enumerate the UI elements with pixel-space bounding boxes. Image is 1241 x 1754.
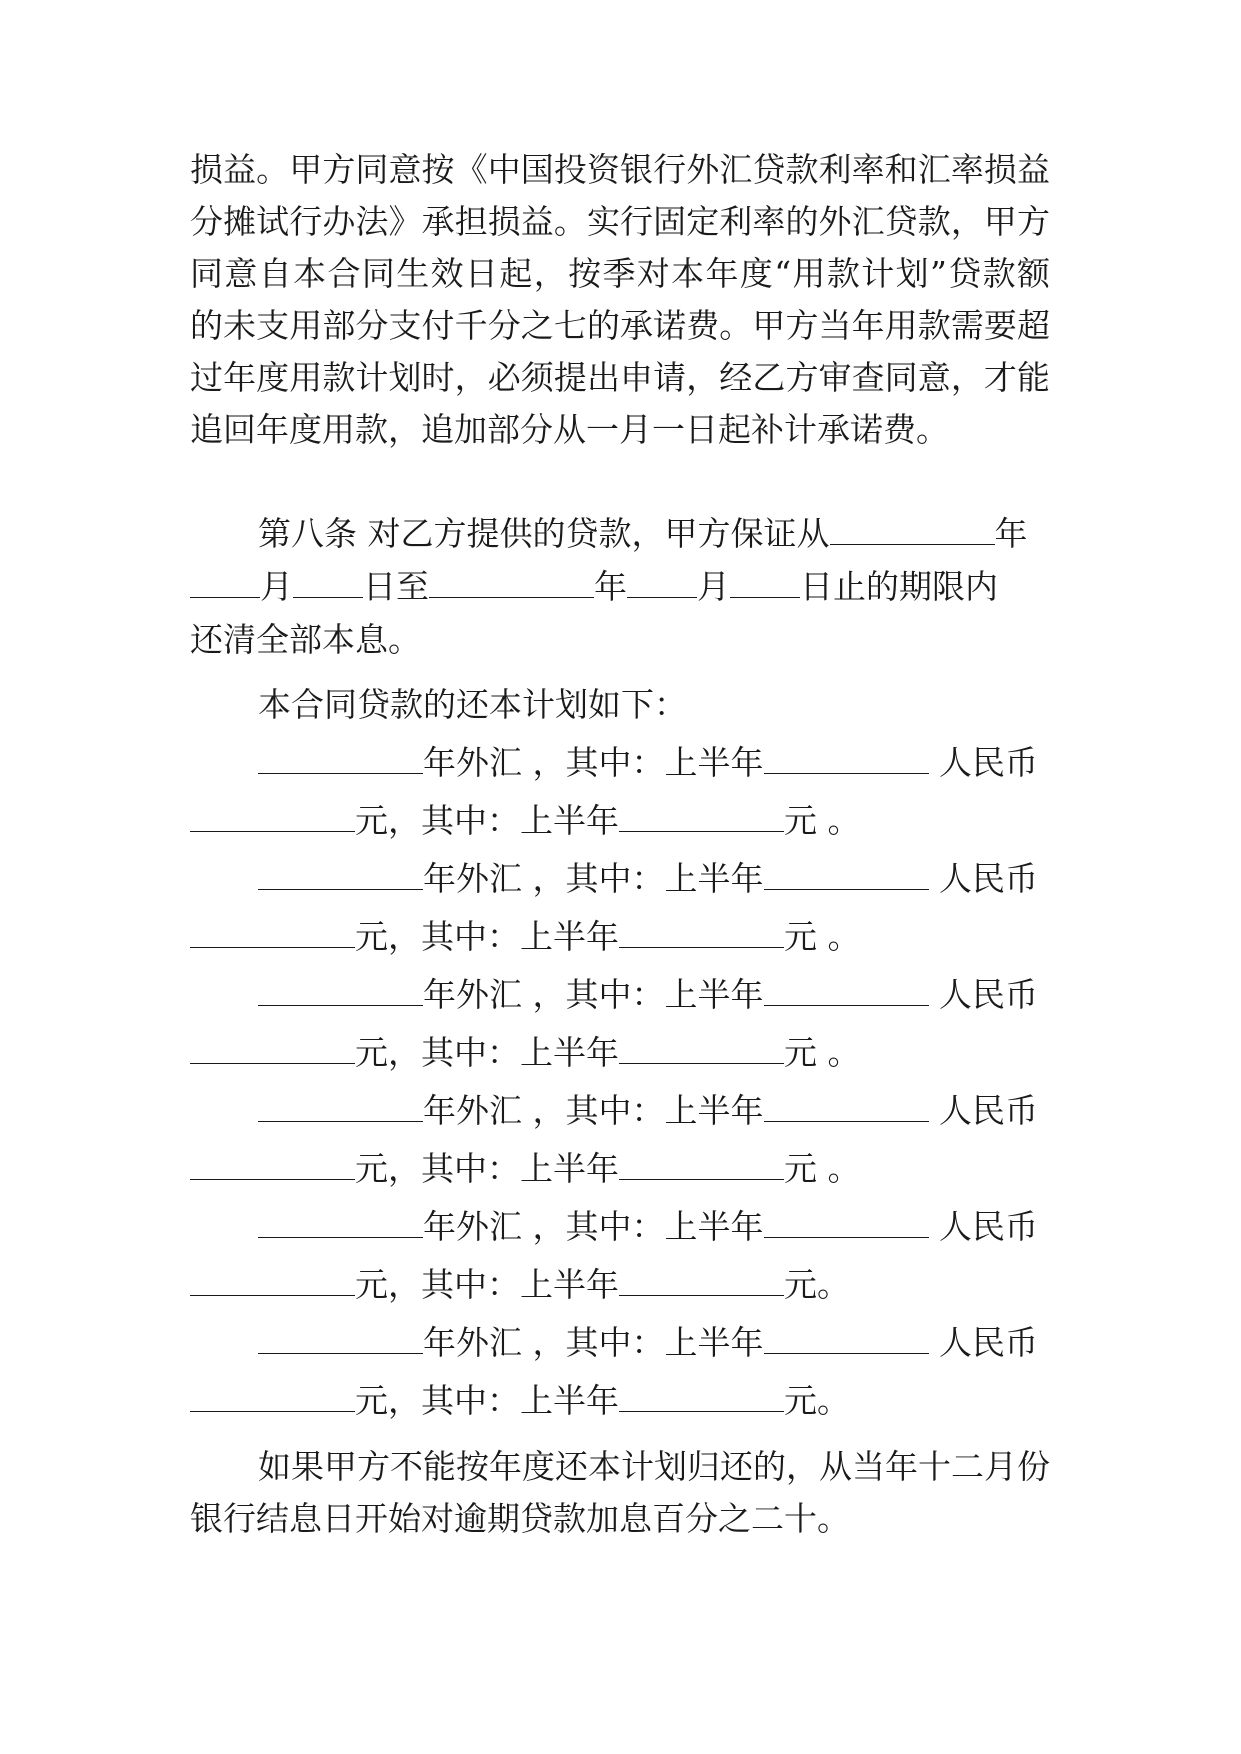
blank-field (190, 1033, 355, 1064)
blank-field (258, 1323, 423, 1354)
plan-row-rmb: 元，其中：上半年 元。 (190, 1263, 1050, 1307)
blank-field (627, 567, 697, 598)
plan-intro: 本合同贷款的还本计划如下： (258, 685, 687, 724)
text-line: 如果甲方不能按年度还本计划归还的，从当年十二月份 (258, 1447, 1050, 1486)
blank-field (258, 1091, 423, 1122)
article-8-line-1 (258, 512, 1050, 556)
unit-day-to: 日至 (363, 567, 429, 606)
plan-row-rmb: 元，其中：上半年 元 。 (190, 915, 1050, 959)
blank-field (258, 743, 423, 774)
blank-field (258, 1207, 423, 1238)
blank-field (730, 567, 800, 598)
blank-field (619, 801, 784, 832)
article-8-line-2 (190, 565, 1050, 609)
plan-row-rmb: 元，其中：上半年 元。 (190, 1379, 1050, 1423)
blank-field (830, 514, 995, 545)
text-line: 分摊试行办法》承担损益。实行固定利率的外汇贷款，甲方 (190, 202, 1050, 241)
blank-field (764, 743, 929, 774)
blank-field (764, 859, 929, 890)
plan-row-rmb: 元，其中：上半年 元 。 (190, 799, 1050, 843)
blank-field (293, 567, 363, 598)
blank-field (764, 1091, 929, 1122)
plan-row-fx: 年外汇 ，其中：上半年 人民币 (258, 973, 1050, 1017)
unit-month: 月 (697, 567, 730, 606)
text-line: 的未支用部分支付千分之七的承诺费。甲方当年用款需要超 (190, 306, 1050, 345)
text-line: 过年度用款计划时，必须提出申请，经乙方审查同意，才能 (190, 358, 1050, 397)
unit-day-end: 日止的期限内 (800, 567, 998, 606)
blank-field (619, 1033, 784, 1064)
blank-field (619, 1381, 784, 1412)
text-line: 损益。甲方同意按《中国投资银行外汇贷款利率和汇率损益 (190, 150, 1050, 189)
plan-row-fx: 年外汇 ，其中：上半年 人民币 (258, 1205, 1050, 1249)
blank-field (190, 1265, 355, 1296)
unit-year: 年 (594, 567, 627, 606)
blank-field (619, 917, 784, 948)
blank-field (190, 1149, 355, 1180)
blank-field (190, 1381, 355, 1412)
blank-field (619, 1265, 784, 1296)
blank-field (429, 567, 594, 598)
plan-row-fx: 年外汇 ，其中：上半年 人民币 (258, 741, 1050, 785)
plan-row-rmb: 元，其中：上半年 元 。 (190, 1031, 1050, 1075)
text-line: 银行结息日开始对逾期贷款加息百分之二十。 (190, 1499, 850, 1538)
text-line: 还清全部本息。 (190, 620, 421, 659)
text-line: 追回年度用款，追加部分从一月一日起补计承诺费。 (190, 410, 949, 449)
unit-month: 月 (260, 567, 293, 606)
plan-row-fx: 年外汇 ，其中：上半年 人民币 (258, 1321, 1050, 1365)
blank-field (190, 917, 355, 948)
blank-field (258, 859, 423, 890)
blank-field (258, 975, 423, 1006)
blank-field (764, 1207, 929, 1238)
article-8-lead: 第八条 对乙方提供的贷款，甲方保证从 (258, 514, 830, 553)
text-line: 同意自本合同生效日起，按季对本年度“用款计划”贷款额 (190, 254, 1050, 293)
unit-year: 年 (994, 514, 1028, 553)
plan-row-rmb: 元，其中：上半年 元 。 (190, 1147, 1050, 1191)
blank-field (764, 975, 929, 1006)
blank-field (619, 1149, 784, 1180)
blank-field (190, 801, 355, 832)
plan-row-fx: 年外汇 ，其中：上半年 人民币 (258, 1089, 1050, 1133)
plan-row-fx: 年外汇 ，其中：上半年 人民币 (258, 857, 1050, 901)
blank-field (764, 1323, 929, 1354)
blank-field (190, 567, 260, 598)
